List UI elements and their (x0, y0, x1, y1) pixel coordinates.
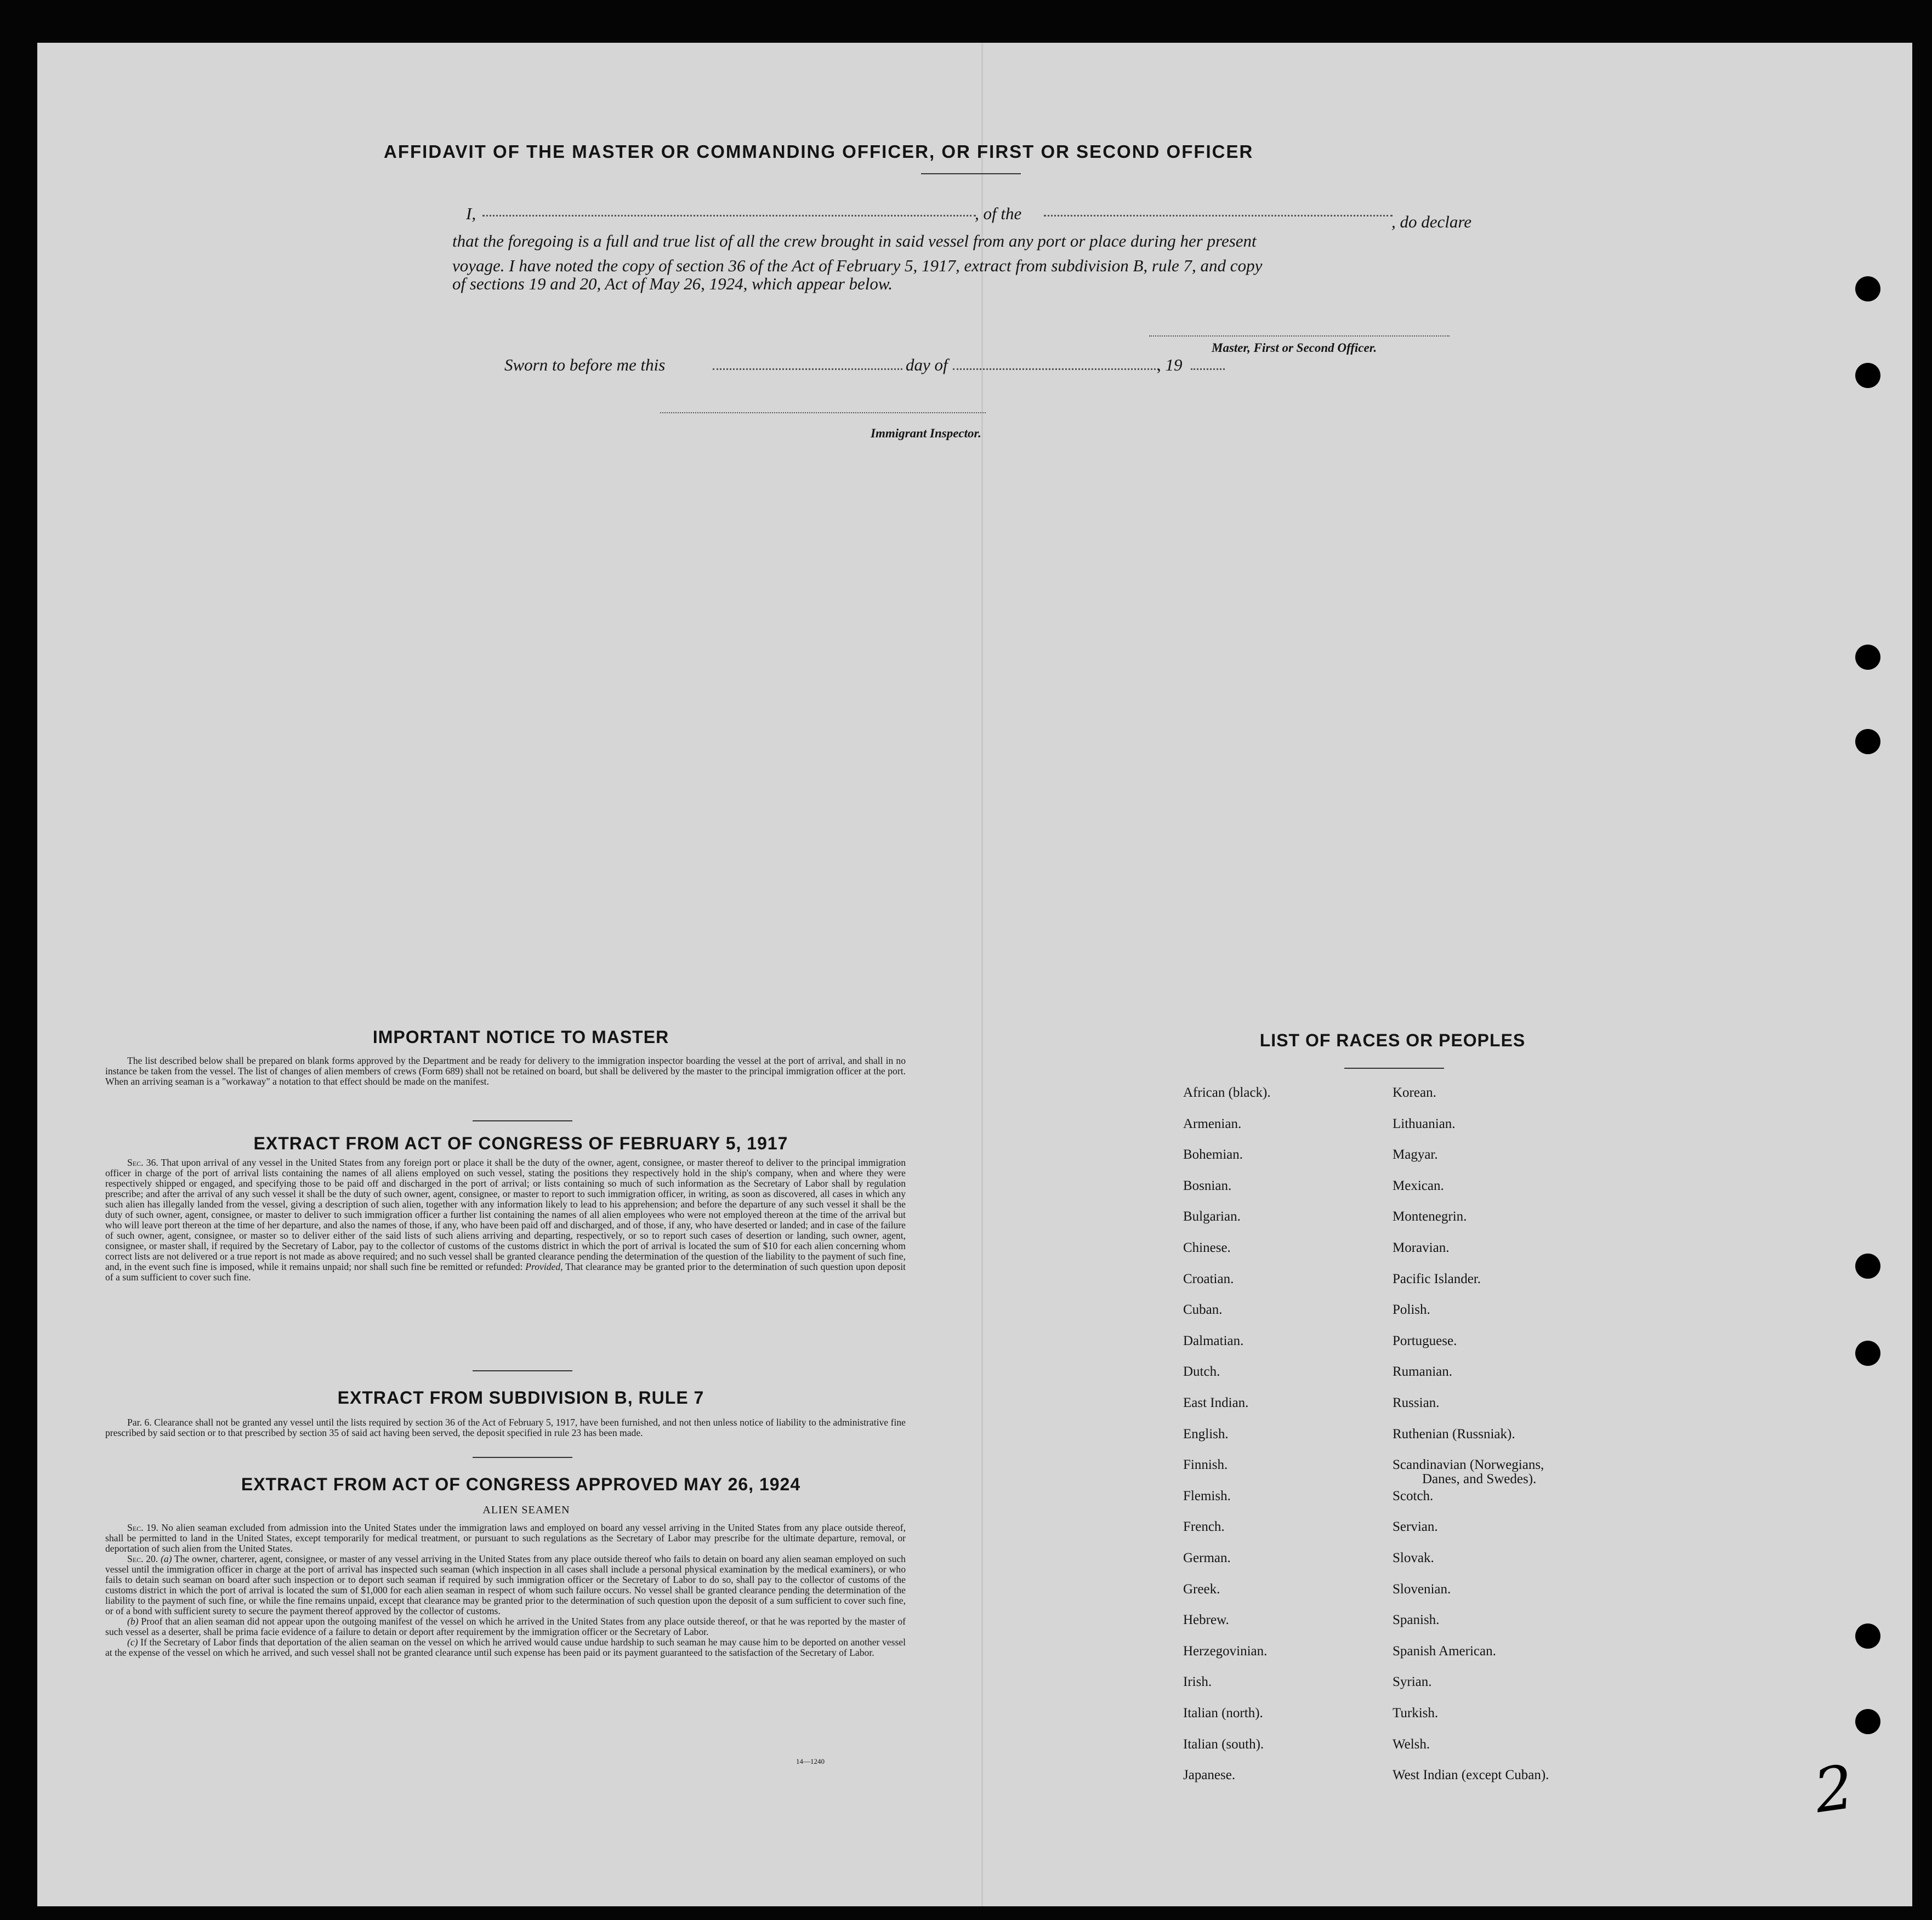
race-item: Dutch. (1183, 1364, 1220, 1380)
race-item: Rumanian. (1393, 1364, 1453, 1380)
race-item: Ruthenian (Russniak). (1393, 1426, 1515, 1442)
affidavit-of-the: , of the (975, 204, 1022, 223)
provided-word: Provided, (525, 1261, 563, 1272)
punch-hole (1855, 363, 1880, 388)
race-item: Slovenian. (1393, 1581, 1451, 1597)
race-item: Scandinavian (Norwegians, (1393, 1457, 1544, 1473)
race-item: Pacific Islander. (1393, 1271, 1481, 1286)
sec-20a-label: (a) (160, 1553, 172, 1564)
race-item: Welsh. (1393, 1736, 1430, 1752)
fold-line (981, 43, 983, 1906)
rule-7-text (105, 1417, 906, 1438)
race-item: Bulgarian. (1183, 1209, 1241, 1224)
punch-hole (1855, 1709, 1880, 1734)
race-item: Armenian. (1183, 1116, 1242, 1131)
handwritten-page-number: 2 (1810, 1751, 1858, 1827)
sworn-prefix: Sworn to before me this (504, 355, 666, 374)
inspector-caption: Immigrant Inspector. (871, 426, 981, 440)
race-item: Herzegovinian. (1183, 1643, 1268, 1659)
sec-36-text-end: That clearance may be granted prior to the determination of such question upon deposit of a sum sufficient to cover such fine. (105, 1261, 906, 1283)
sec-20-label: Sec. 20. (127, 1553, 158, 1564)
race-item: Syrian. (1393, 1674, 1432, 1690)
signature-caption: Master, First or Second Officer. (1212, 341, 1377, 355)
sec-19-text: No alien seaman excluded from admission into the United States under the immigration laws and employed on board any vessel arriving in the United States from any place outside thereof, shall be permitted to land in the United States, except temporarily for medical treatment, or pursuant to such regulations as the Secretary of Labor may prescribe for the ultimate departure, removal, or deportation of such alien from the United States. (105, 1522, 906, 1554)
race-item: Dalmatian. (1183, 1333, 1244, 1348)
race-item: Hebrew. (1183, 1613, 1229, 1628)
divider (473, 1457, 572, 1458)
race-item: Slovak. (1393, 1551, 1434, 1565)
race-item: African (black). (1183, 1085, 1271, 1100)
sec-20c-text: If the Secretary of Labor finds that deportation of the alien seaman on the vessel on which he arrived would cause undue hardship to such seaman he may cause him to be deported on another vessel at the expense of the vessel on which he arrived, and such vessel shall not be granted clearance until such expense has been paid or its payment guaranteed to the satisfaction of the Secretary of Labor. (105, 1637, 906, 1658)
race-item: Scotch. (1393, 1488, 1434, 1503)
race-item: Greek. (1183, 1581, 1220, 1597)
race-item: Bohemian. (1183, 1147, 1243, 1163)
race-item: Spanish. (1393, 1613, 1440, 1628)
sworn-day-of: day of (906, 355, 948, 374)
sworn-year-blank[interactable] (1191, 368, 1225, 370)
race-item: Lithuanian. (1393, 1116, 1456, 1131)
race-item: Finnish. (1183, 1457, 1228, 1473)
race-item: Montenegrin. (1393, 1209, 1467, 1224)
race-item: English. (1183, 1426, 1229, 1442)
notice-title: IMPORTANT NOTICE TO MASTER (372, 1027, 669, 1047)
race-item: Chinese. (1183, 1240, 1231, 1255)
race-item: Flemish. (1183, 1488, 1231, 1503)
race-item: West Indian (except Cuban). (1393, 1768, 1549, 1783)
affidavit-line-3: voyage. I have noted the copy of section 36 of the Act of February 5, 1917, extract from subdivision B, rule 7, and copy (452, 256, 1263, 275)
extract-1924-title: EXTRACT FROM ACT OF CONGRESS APPROVED MAY 26, 1924 (241, 1474, 801, 1494)
sec-36-text: That upon arrival of any vessel in the United States from any foreign port or place it shall be the duty of the owner, agent, consignee, or master thereof to deliver to the principal immigration officer in charge of the port of arrival lists containing the names of all aliens employed on such vessel, stating the positions they respectively hold in the ship's company, when and where they were respectively shipped or engaged, and specifying those to be paid off and discharged in the port of arrival; or lists containing so much of such information as the Secretary of Labor shall by regulation prescribe; and after the arrival of any such vessel it shall be the duty of such owner, agent, consignee, or master to report to such immigration officer, in writing, as soon as discovered, all cases in which any such alien has illegally landed from the vessel, giving a description of such alien, together with any information likely to lead to his apprehension; and before the departure of any such vessel it shall be the duty of such owner, agent, consignee, or master to deliver to such immigration officer a further list containing the names of all alien employees who were not employed thereon at the time of the arrival but who will leave port thereon at the time of her departure, and also the names of those, if any, who have been paid off and discharged, and of those, if any, who have deserted or landed; and in case of the failure of such owner, agent, consignee, or master so to deliver either of the said lists of such aliens arriving and departing, respectively, or so to report such cases of desertion or landing, such owner, agent, consignee, or master shall, if required by the Secretary of Labor, pay to the collector of customs of the customs district in which the port of arrival is located the sum of $10 for each alien concerning whom correct lists are not delivered or a true report is not made as above required; and no such vessel shall be granted clearance pending the determination of the question of the liability to the payment of such fine, and, in the event such fine is imposed, while it remains unpaid; nor shall such fine be remitted or refunded: (105, 1157, 906, 1272)
notice-text (105, 1056, 906, 1087)
race-item: Spanish American. (1393, 1643, 1496, 1659)
affidavit-declare: , do declare (1391, 212, 1472, 231)
race-item: Portuguese. (1393, 1333, 1457, 1348)
race-item: Cuban. (1183, 1302, 1223, 1318)
race-item: Japanese. (1183, 1768, 1236, 1783)
race-item: German. (1183, 1551, 1231, 1565)
title-rule (921, 173, 1021, 174)
affidavit-i: I, (466, 204, 476, 223)
sec-36-label: Sec. 36. (127, 1157, 158, 1168)
race-item: Croatian. (1183, 1271, 1234, 1286)
punch-hole (1855, 1623, 1880, 1649)
race-item: Italian (south). (1183, 1736, 1264, 1752)
race-item: French. (1183, 1519, 1225, 1535)
race-item: Russian. (1393, 1395, 1440, 1410)
extract-1917-title: EXTRACT FROM ACT OF CONGRESS OF FEBRUARY 5, 1917 (253, 1133, 788, 1153)
race-item: Danes, and Swedes). (1422, 1472, 1537, 1487)
race-item: Bosnian. (1183, 1178, 1232, 1193)
punch-hole (1855, 276, 1880, 301)
punch-hole (1855, 645, 1880, 670)
punch-hole (1855, 1341, 1880, 1366)
divider (473, 1370, 572, 1371)
race-item: Korean. (1393, 1085, 1436, 1100)
form-number: 14—1240 (796, 1757, 825, 1765)
sec-20c-label: (c) (127, 1637, 138, 1648)
divider (473, 1120, 572, 1121)
name-blank[interactable] (482, 215, 976, 217)
notice-paragraph: The list described below shall be prepared on blank forms approved by the Department and be ready for delivery to the immigration inspector boarding the vessel at the port of arrival, and shall in no instance be taken from the vessel. The list of changes of alien members of crews (Form 689) shall not be retained on board, but shall be delivered by the master to the principal immigration officer at the port. When an arriving seaman is a "workaway" a notation to that effect should be made on the manifest. (105, 1055, 906, 1087)
punch-hole (1855, 729, 1880, 754)
race-item: Servian. (1393, 1519, 1438, 1535)
race-item: Moravian. (1393, 1240, 1450, 1255)
race-item: Polish. (1393, 1302, 1430, 1318)
sec-19-label: Sec. 19. (127, 1522, 158, 1533)
vessel-blank[interactable] (1044, 215, 1393, 217)
rule-7-paragraph: Par. 6. Clearance shall not be granted any vessel until the lists required by section 36 of the Act of February 5, 1917, have been furnished, and not then unless notice of liability to the administrative fine prescribed by said section or to that prescribed by section 35 of said act having been served, the deposit specified in rule 23 has been made. (105, 1417, 906, 1438)
extract-1917-text (105, 1158, 906, 1283)
sec-20b-label: (b) (127, 1616, 139, 1627)
sec-20a-text: The owner, charterer, agent, consignee, or master of any vessel arriving in the United States from any place outside thereof who fails to detain on board any alien seaman employed on such vessel until the immigration officer in charge at the port of arrival has inspected such seaman (which inspection in all cases shall include a personal physical examination by the medical examiners), or who fails to detain such seaman on board after such inspection or to deport such seaman if required by such immigration officer or the Secretary of Labor to do so, shall pay to the collector of customs of the customs district in which the port of arrival is located the sum of $1,000 for each alien seaman in respect of whom such failure occurs. No vessel shall be granted clearance pending the determination of the liability to the payment of such fine, or while the fine remains unpaid, except that clearance may be granted prior to the determination of such question upon the deposit of a sum sufficient to cover such fine, or of a bond with sufficient surety to secure the payment thereof approved by the collector of customs. (105, 1553, 906, 1616)
signature-line[interactable] (1149, 335, 1450, 337)
sworn-day-blank[interactable] (713, 368, 902, 370)
race-item: Irish. (1183, 1674, 1212, 1690)
punch-hole (1855, 1254, 1880, 1279)
sworn-year: , 19 (1157, 355, 1183, 374)
sworn-month-blank[interactable] (953, 368, 1159, 370)
races-title-rule (1344, 1068, 1444, 1069)
race-item: East Indian. (1183, 1395, 1249, 1410)
race-item: Magyar. (1393, 1147, 1438, 1163)
alien-seamen-subtitle: ALIEN SEAMEN (482, 1504, 570, 1516)
races-title: LIST OF RACES OR PEOPLES (1259, 1030, 1526, 1050)
extract-1924-text (105, 1523, 906, 1658)
race-item: Turkish. (1393, 1706, 1439, 1720)
affidavit-line-4: of sections 19 and 20, Act of May 26, 1924, which appear below. (452, 274, 893, 293)
rule-7-title: EXTRACT FROM SUBDIVISION B, RULE 7 (337, 1388, 704, 1408)
race-item: Italian (north). (1183, 1706, 1263, 1720)
sec-20b-text: Proof that an alien seaman did not appear upon the outgoing manifest of the vessel on which he arrived in the United States from any place outside thereof, or that he was reported by the master of such vessel as a deserter, shall be prima facie evidence of a failure to detain or deport after requirement by the immigration officer or the Secretary of Labor. (105, 1616, 906, 1637)
affidavit-line-2: that the foregoing is a full and true list of all the crew brought in said vessel from any port or place during her present (452, 231, 1257, 250)
race-item: Mexican. (1393, 1178, 1444, 1193)
inspector-signature-line[interactable] (660, 412, 986, 413)
affidavit-title: AFFIDAVIT OF THE MASTER OR COMMANDING OFFICER, OR FIRST OR SECOND OFFICER (384, 141, 1254, 162)
